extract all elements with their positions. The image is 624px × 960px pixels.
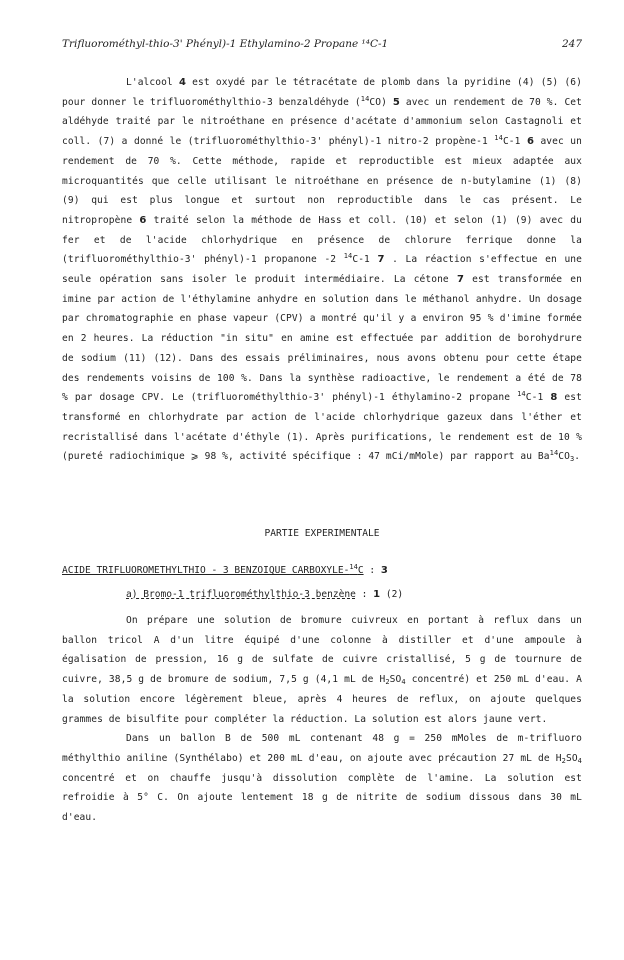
text-run: CO)	[369, 96, 393, 108]
acid-heading	[62, 565, 582, 576]
compound-number: 6	[526, 136, 534, 148]
reference: (2)	[380, 589, 404, 600]
experimental-text	[62, 611, 582, 828]
subscript: 4	[577, 756, 582, 765]
text-run: est transformé en chlorhydrate par action de l'acide chlorhydrique gazeux dans l'éther et recristallisé dans l'acétate d'éthyle (1). Après purifications, le rendement est de 10 % (pureté radiochimique ⩾ 98 %, activité spécifique : 47 mCi/mMole) par rapport au Ba	[62, 392, 582, 463]
isotope-superscript: 14	[494, 134, 503, 143]
subsection-heading	[126, 589, 582, 600]
text-run: est oxydé par le tétracétate de plomb dans la pyridine (4) (5) (6) pour donner le trifluorométhylthio-3 benzaldéhyde (	[62, 77, 582, 108]
text-run: C-1	[525, 392, 551, 404]
text-run: On prépare une solution de bromure cuivreux en portant à reflux dans un ballon tricol A d'un litre équipé d'une colonne à distiller et d'une ampoule à égalisation de pression, 16 g de sulfate de cuivre cristallisé, 5 g de tournure de cuivre, 38,5 g de bromure de sodium, 7,5 g (4,1 mL de H	[62, 615, 582, 686]
text-run: est transformée en imine par action de l'éthylamine anhydre en solution dans le méthanol anhydre. Un dosage par chromatographie en phase vapeur (CPV) a montré qu'il y a environ 95 % d'imine formée en 2 heures. La réduction "in situ" en amine est effectuée par addition de borohydrure de sodium (11) (12). Dans des essais préliminaires, nous avons obtenu pour cette étape des rendements voisins de 100 %. Dans la synthèse radioactive, le rendement a été de 78 % par dosage CPV. Le (trifluorométhylthio-3' phényl)-1 éthylamino-2 propane	[62, 274, 582, 404]
subscript: 2	[385, 678, 390, 687]
running-header	[62, 38, 582, 56]
running-title: Trifluorométhyl-thio-3' Phényl)-1 Ethylamino-2 Propane ¹⁴C-1	[62, 38, 389, 50]
isotope-superscript: 14	[549, 449, 559, 458]
text-run: SO	[389, 674, 402, 686]
acid-heading-text: C	[357, 565, 364, 576]
text-run: C-1	[502, 136, 527, 148]
compound-number: 4	[178, 77, 187, 88]
subscript: 4	[401, 678, 406, 687]
text-run: avec un rendement de 70 %. Cette méthode, rapide et reproductible est mieux adaptée aux microquantités que celle utilisant le nitroéthane en présence de n-butylamine (1) (8) (9) qui est plus longue et surtout non reproductible dans le cas présent. Le nitropropène	[62, 136, 582, 226]
text-run: concentré et on chauffe jusqu'à dissolution complète de l'amine. La solution est refroidie à 5° C. On ajoute lentement 18 g de nitrite de sodium dissous dans 30 mL d'eau.	[62, 772, 582, 824]
isotope-superscript: 14	[517, 390, 526, 399]
text-run: traité selon la méthode de Hass et coll. (10) et selon (1) (9) avec du fer et de l'acide chlorhydrique en présence de chlorure ferrique donne la (trifluorométhylthio-3' phényl)-1 propanone -2	[62, 214, 583, 266]
isotope-superscript: 14	[343, 252, 353, 261]
subsection-text: a) Bromo-1 trifluorométhylthio-3 benzène	[126, 589, 356, 600]
text-run: C-1	[352, 254, 378, 266]
acid-heading-suffix: :	[363, 565, 381, 576]
exp-paragraph-2	[62, 729, 582, 828]
acid-heading-underlined	[62, 565, 364, 576]
subscript: 3	[569, 455, 575, 464]
compound-number: 7	[377, 254, 385, 266]
compound-number: 8	[550, 392, 558, 404]
text-run: SO	[565, 752, 578, 764]
compound-number: 7	[456, 274, 464, 286]
isotope-superscript: 14	[360, 94, 370, 103]
compound-number: 5	[392, 96, 400, 108]
intro-paragraph	[62, 73, 582, 467]
acid-heading-text: ACIDE TRIFLUOROMETHYLTHIO - 3 BENZOIQUE CARBOXYLE-	[62, 565, 350, 576]
text-run: avec un rendement de 70 %. Cet aldéhyde traité par le nitroéthane en présence d'acétate d'ammonium selon Castagnoli et coll. (7) a donné le (trifluorométhylthio-3' phényl)-1 nitro-2 propène-1	[62, 96, 582, 148]
compound-number: 3	[380, 565, 388, 576]
subsection-suffix: :	[355, 589, 374, 600]
page-number: 247	[561, 38, 582, 50]
exp-paragraph-1	[62, 611, 582, 729]
text-run: concentré) et 250 mL d'eau. A la solution encore légèrement bleue, après 4 heures de reflux, on ajoute quelques grammes de bisulfite pour compléter la réduction. La solution est alors jaune vert.	[62, 674, 582, 725]
section-title: PARTIE EXPERIMENTALE	[264, 528, 380, 539]
text-run: CO	[558, 451, 570, 463]
isotope-superscript: 14	[349, 563, 358, 571]
compound-number: 1	[373, 589, 381, 600]
text-run: . La réaction s'effectue en une seule opération sans isoler le produit intermédiaire. La cétone	[62, 254, 582, 286]
text-run: Dans un ballon B de 500 mL contenant 48 g = 250 mMoles de m-trifluoro méthylthio aniline (Synthélabo) et 200 mL d'eau, on ajoute avec précaution 27 mL de H	[62, 733, 582, 764]
subscript: 2	[561, 756, 566, 765]
text-run: .	[574, 451, 581, 463]
compound-number: 6	[139, 214, 147, 226]
text-run: L'alcool	[126, 77, 179, 88]
